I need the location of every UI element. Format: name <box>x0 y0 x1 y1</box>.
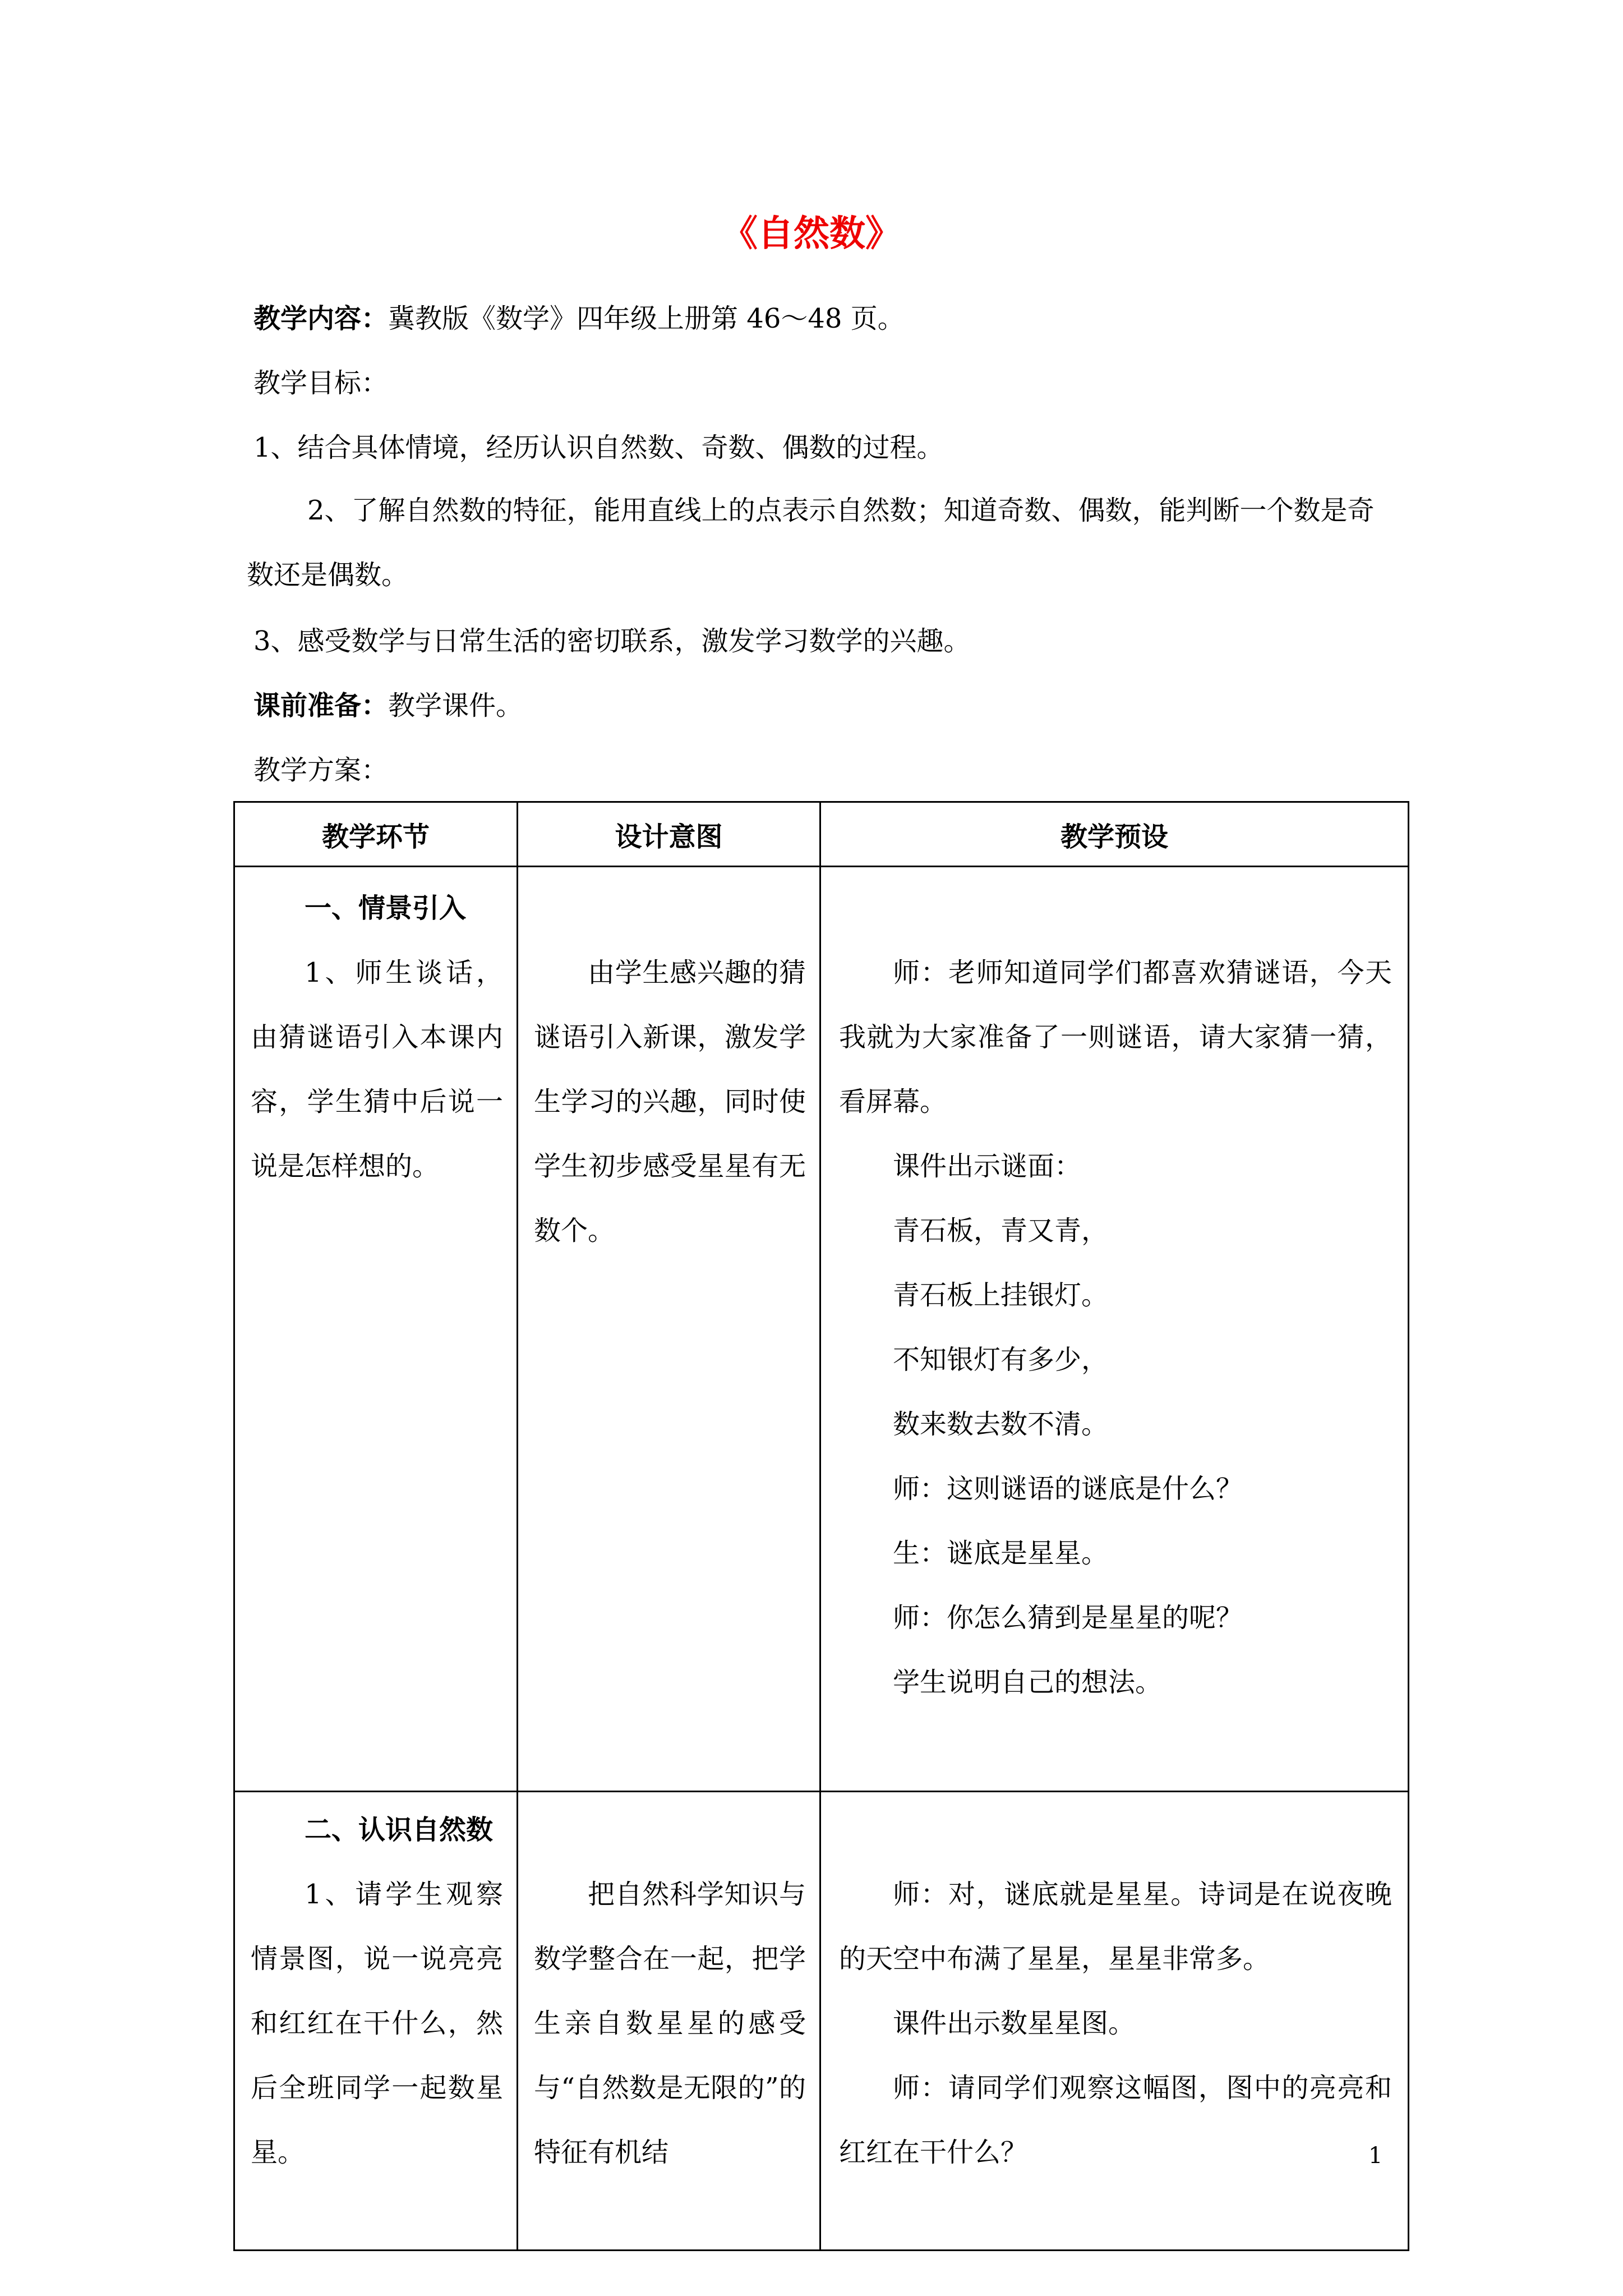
section-heading: 二、认识自然数 <box>305 1814 494 1846</box>
goal-2: 2、了解自然数的特征，能用直线上的点表示自然数；知道奇数、偶数，能判断一个数是奇数还是偶数。 <box>247 495 1375 591</box>
preset-line: 数来数去数不清。 <box>893 1409 1109 1440</box>
stage-cell <box>234 1792 518 2251</box>
intent-cell <box>518 1792 820 2251</box>
intent-text: 把自然科学知识与数学整合在一起，把学生亲自数星星的感受与“自然数是无限的”的特征有机结 <box>534 1879 806 2168</box>
intent-cell <box>518 867 820 1792</box>
intent-text: 由学生感兴趣的猜谜语引入新课，激发学生学习的兴趣，同时使学生初步感受星星有无数个。 <box>534 957 806 1246</box>
table-row <box>234 867 1409 1792</box>
plan-table <box>233 801 1409 2251</box>
content-text: 冀教版《数学》四年级上册第 46～48 页。 <box>388 303 905 334</box>
preset-line: 师：这则谜语的谜底是什么？ <box>893 1473 1243 1504</box>
preset-cell <box>820 1792 1409 2251</box>
prep-line <box>253 690 1403 723</box>
preset-line: 青石板上挂银灯。 <box>893 1280 1109 1311</box>
preset-line: 师：你怎么猜到是星星的呢？ <box>893 1602 1243 1634</box>
header-stage: 教学环节 <box>234 802 518 867</box>
preset-cell <box>820 867 1409 1792</box>
step-text: 1、师生谈话，由猜谜语引入本课内容，学生猜中后说一说是怎样想的。 <box>251 957 503 1182</box>
prep-label: 课前准备： <box>253 690 389 721</box>
stage-cell <box>234 867 518 1792</box>
table-row <box>234 1792 1409 2251</box>
preset-line: 学生说明自己的想法。 <box>893 1667 1163 1698</box>
content-line <box>253 303 1403 335</box>
preset-line: 青石板，青又青， <box>893 1215 1109 1246</box>
prep-text: 教学课件。 <box>388 690 523 721</box>
goal-1: 1、结合具体情境，经历认识自然数、奇数、偶数的过程。 <box>253 432 944 463</box>
plan-label: 教学方案： <box>253 754 389 786</box>
preset-line: 师：对，谜底就是星星。诗词是在说夜晚的天空中布满了星星，星星非常多。 <box>839 1879 1392 1975</box>
header-intent: 设计意图 <box>518 802 820 867</box>
table-header-row <box>234 802 1409 867</box>
section-heading: 一、情景引入 <box>305 892 467 924</box>
preset-line: 课件出示数星星图。 <box>893 2008 1136 2039</box>
preset-line: 不知银灯有多少， <box>893 1344 1109 1375</box>
goal-3: 3、感受数学与日常生活的密切联系，激发学习数学的兴趣。 <box>253 625 971 657</box>
page-number: 1 <box>1368 2143 1383 2169</box>
step-text: 1、请学生观察情景图，说一说亮亮和红红在干什么，然后全班同学一起数星星。 <box>251 1879 503 2168</box>
goals-label: 教学目标： <box>253 367 389 399</box>
preset-line: 课件出示谜面： <box>893 1151 1082 1182</box>
preset-line: 师：老师知道同学们都喜欢猜谜语，今天我就为大家准备了一则谜语，请大家猜一猜，看屏幕。 <box>839 957 1392 1117</box>
document-title: 《自然数》 <box>722 213 901 255</box>
preset-line: 生：谜底是星星。 <box>893 1538 1109 1569</box>
header-preset: 教学预设 <box>820 802 1409 867</box>
preset-line: 师：请同学们观察这幅图，图中的亮亮和红红在干什么？ <box>839 2072 1392 2168</box>
content-label: 教学内容： <box>253 303 389 334</box>
